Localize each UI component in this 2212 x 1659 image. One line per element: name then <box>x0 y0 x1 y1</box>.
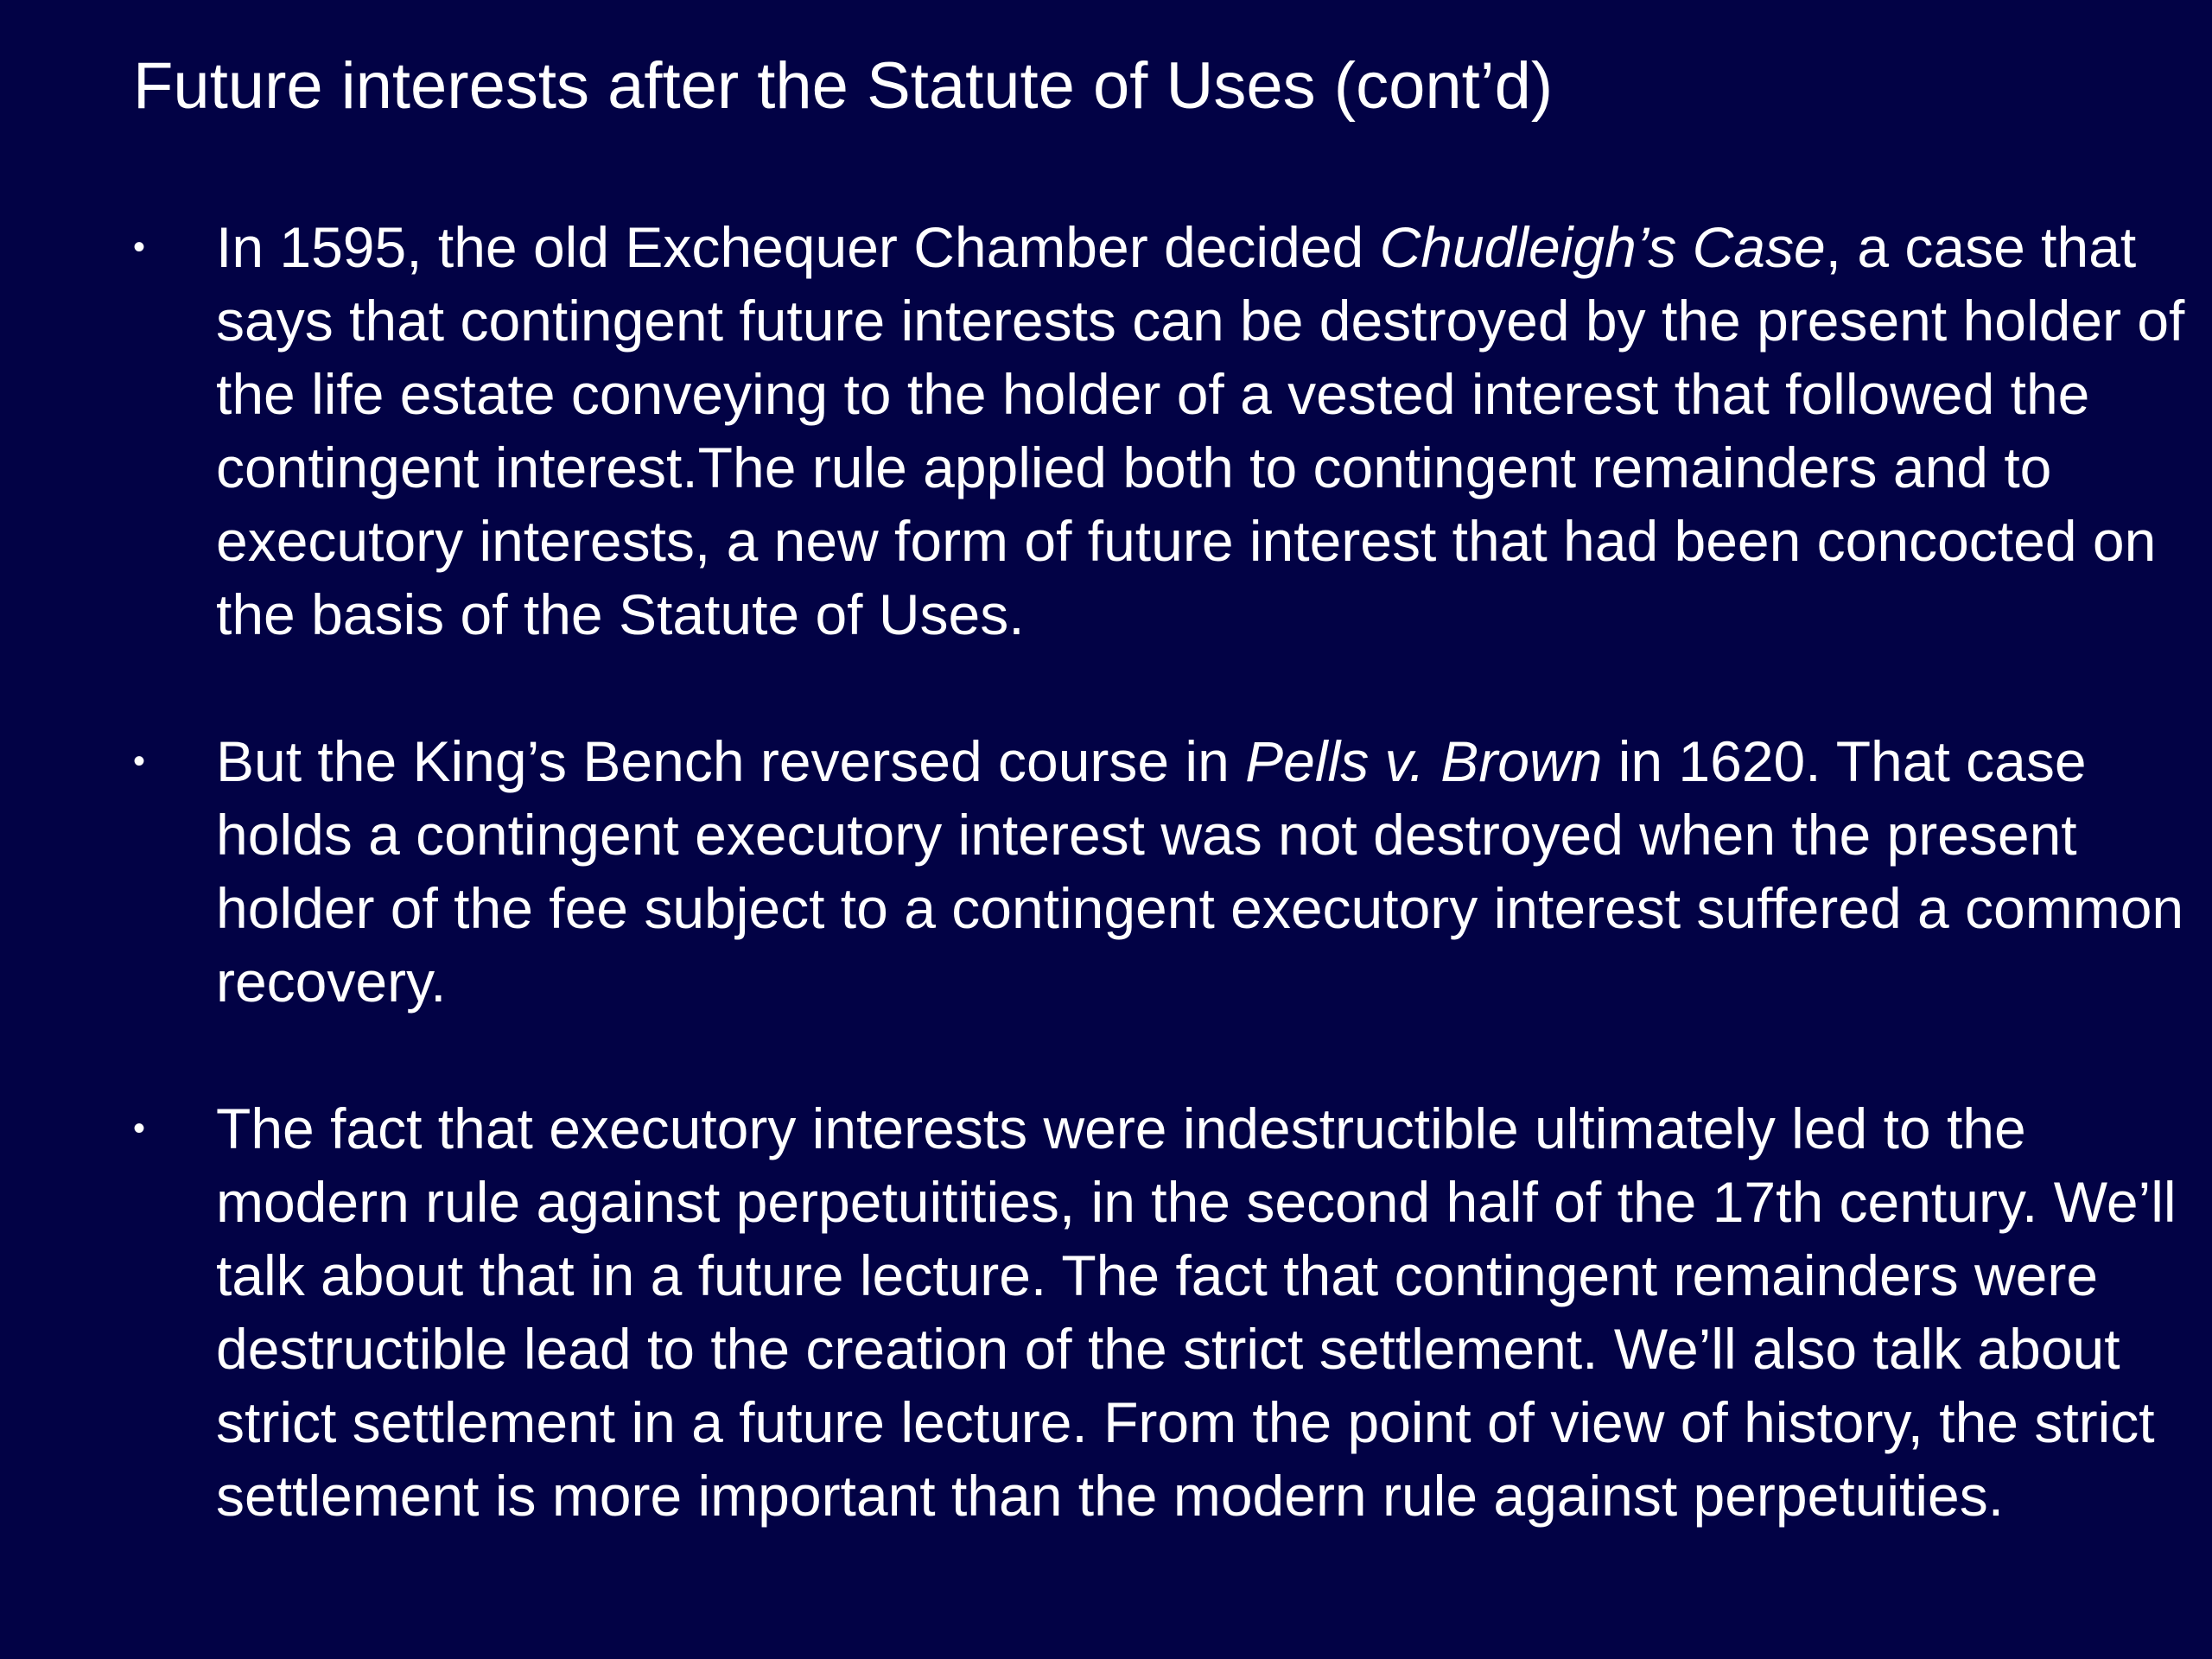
slide-title: Future interests after the Statute of Uses (cont’d) <box>133 49 1554 123</box>
text-run: In 1595, the old Exchequer Chamber decided <box>216 215 1380 279</box>
case-name: Pells v. Brown <box>1245 729 1603 793</box>
bullet-text <box>216 1092 2190 1533</box>
text-run: The fact that executory interests were indestructible ultimately led to the modern rule against perpetuitities, in the second half of the 17th century. We’ll talk about that in a future lecture. The fact that contingent remainders were destructible lead to the creation of the strict settlement. We’ll also talk about strict settlement in a future lecture. From the point of view of history, the strict settlement is more important than the modern rule against perpetuities. <box>216 1096 2177 1528</box>
bullet-text <box>216 725 2190 1019</box>
bullet-list <box>133 211 2190 1533</box>
bullet-dot-icon: • <box>133 228 146 266</box>
bullet-item-chudleigh <box>133 211 2190 652</box>
text-run: in 1620. That case holds a contingent executory interest was not destroyed when the present holder of the fee subject to a contingent executory interest suffered a common recovery. <box>216 729 2184 1014</box>
text-run: , a case that says that contingent future interests can be destroyed by the present holder of the life estate conveying to the holder of a vested interest that followed the contingent interest.The rule applied both to contingent remainders and to executory interests, a new form of future interest that had been concocted on the basis of the Statute of Uses. <box>216 215 2185 646</box>
bullet-dot-icon: • <box>133 742 146 780</box>
case-name: Chudleigh’s Case <box>1379 215 1826 279</box>
text-run: But the King’s Bench reversed course in <box>216 729 1246 793</box>
bullet-dot-icon: • <box>133 1109 146 1147</box>
bullet-text <box>216 211 2190 652</box>
bullet-item-perpetuities <box>133 1092 2190 1533</box>
bullet-item-pells <box>133 725 2190 1019</box>
